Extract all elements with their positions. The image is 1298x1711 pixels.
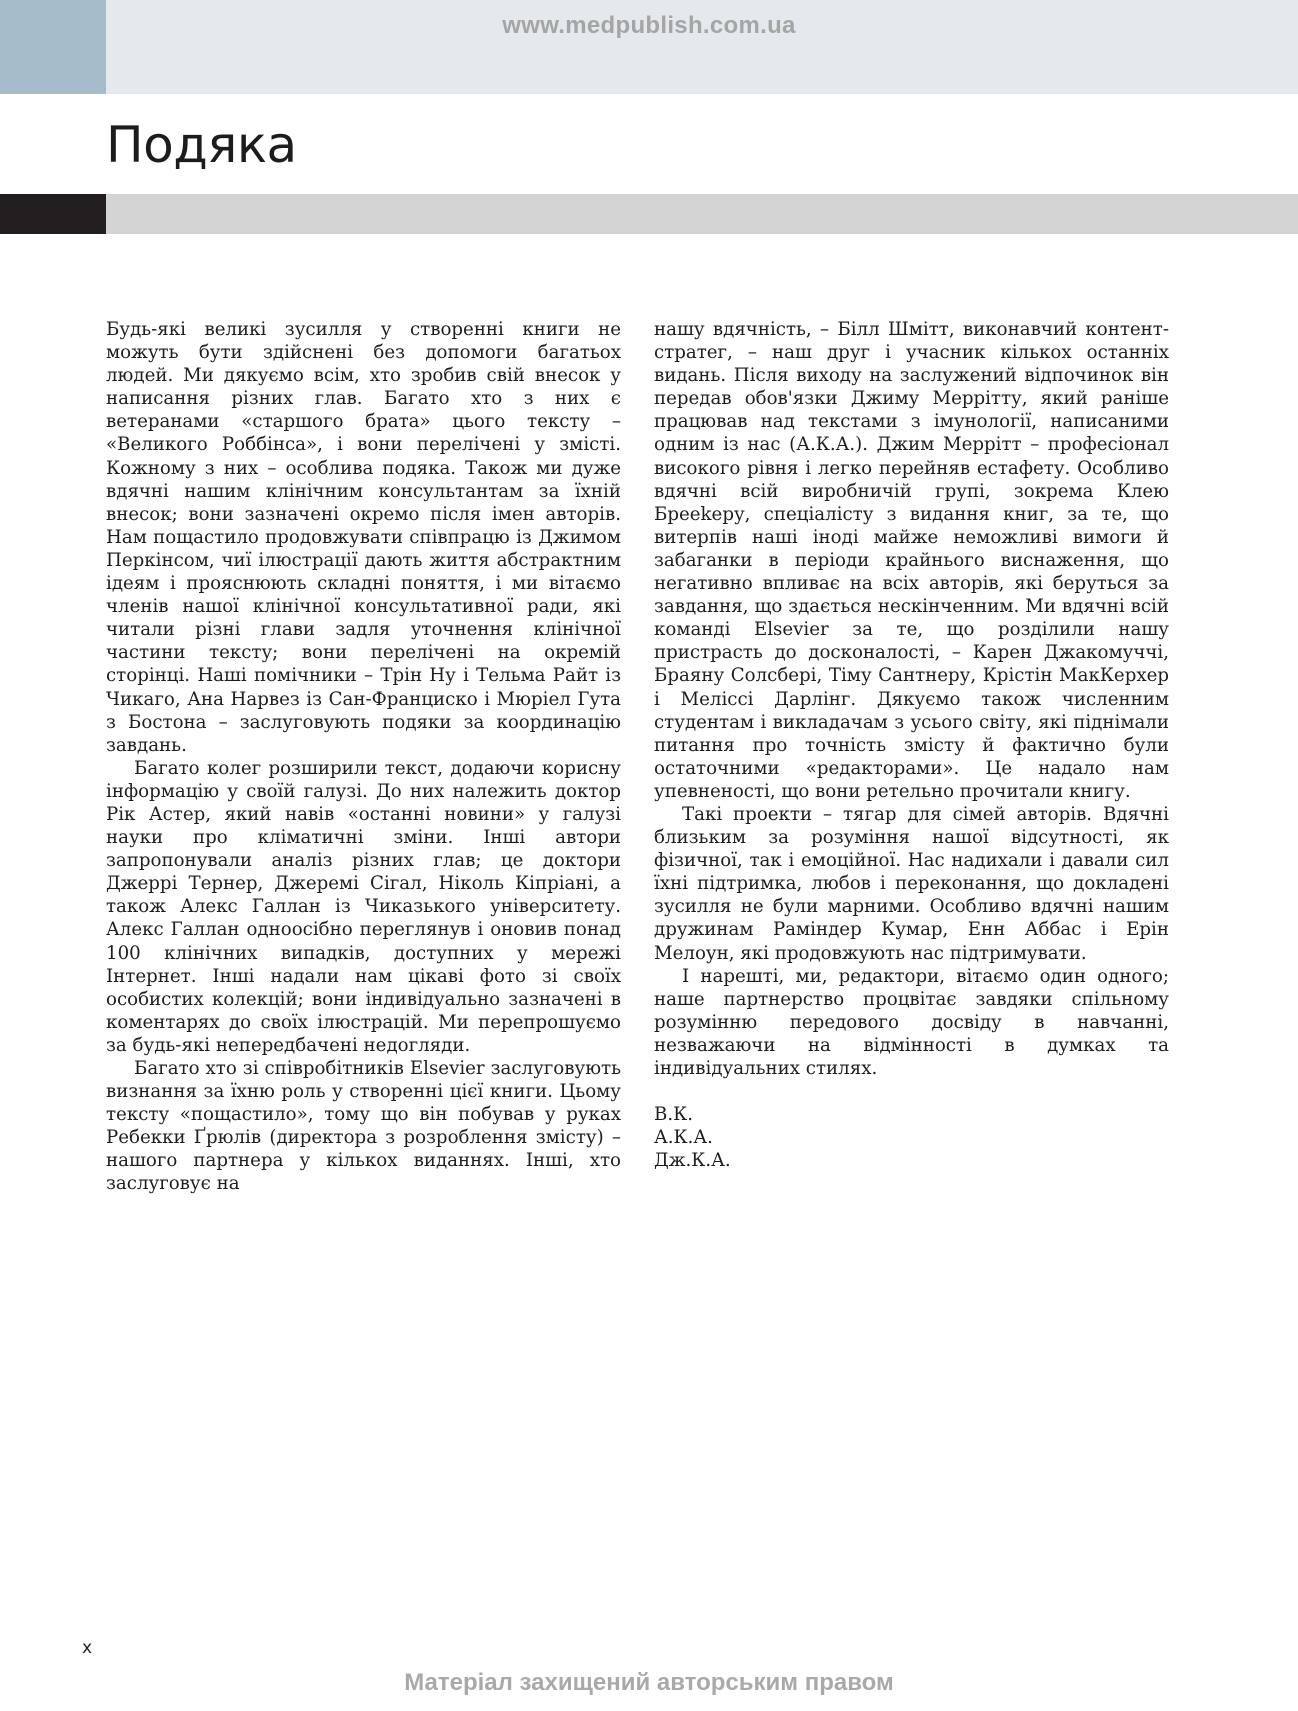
title-bar-light bbox=[106, 194, 1298, 234]
right-column bbox=[654, 318, 1169, 1172]
paragraph: Будь-які великі зусилля у створенні книги не можуть бути здійснені без допомоги багатьох людей. Ми дякуємо всім, хто зробив свій внесок у написання різних глав. Багато хто з них є ветеранами «старшого брата» цього тексту – «Великого Роббінса», і вони перелічені у змісті. Кожному з них – особлива подяка. Також ми дуже вдячні нашим клінічним консультантам за їхній внесок; вони зазначені окремо після імен авторів. Нам пощастило продовжувати співпрацю із Джимом Перкінсом, чиї ілюстрації дають життя абстрактним ідеям і прояснюють складні поняття, і ми вітаємо членів нашої клінічної консультативної ради, які читали різні глави задля уточнення клінічної частини тексту; вони перелічені на окремій сторінці. Наші помічники – Трін Ну і Тельма Райт із Чикаго, Ана Нарвез із Сан-Франциско і Мюріел Гута з Бостона – заслуговують подяки за координацію завдань. bbox=[106, 319, 621, 756]
copyright-notice: Матеріал захищений авторським правом bbox=[404, 1669, 894, 1696]
signatures bbox=[654, 1103, 1169, 1172]
paragraph: нашу вдячність, – Білл Шмітт, виконавчий контент-стратег, – наш друг і учасник кількох останніх видань. Після виходу на заслужений відпочинок він передав обов'язки Джиму Меррітту, який раніше працював над текстами з імунології, написаними одним із нас (А.К.А.). Джим Меррітт – професіонал високого рівня і легко перейняв естафету. Особливо вдячні всій виробничій групі, зокрема Клею Брееkеру, спеціалісту з видання книг, за те, що витерпів наші іноді майже неможливі вимоги й забаганки в періоди крайнього виснаження, що негативно впливає на всіх авторів, які беруться за завдання, що здається нескінченним. Ми вдячні всій команді Elsevier за те, що розділили нашу пристрасть до досконалості, – Карен Джакомуччі, Браяну Солсбері, Тіму Сантнеру, Крістін МакКерхер і Мелісcі Дарлінг. Дякуємо також численним студентам і викладачам з усього світу, які піднімали питання про точність змісту й фактично були остаточними «редакторами». Це надало нам упевненості, що вони ретельно прочитали книгу. bbox=[654, 319, 1169, 802]
signature-initials: Дж.К.А. bbox=[654, 1150, 731, 1172]
paragraph: І нарешті, ми, редактори, вітаємо один одного; наше партнерство процвітає завдяки спільному розумінню передового досвіду в навчанні, незважаючи на відмінності в думках та індивідуальних стилях. bbox=[654, 965, 1169, 1079]
signature-initials: В.К. bbox=[654, 1104, 694, 1126]
paragraph: Такі проекти – тягар для сімей авторів. Вдячні близьким за розуміння нашої відсутності, як фізичної, так і емоційної. Нас надихали і давали сил їхні підтримка, любов і переконання, що докладені зусилля не були марними. Особливо вдячні нашим дружинам Раміндер Кумар, Енн Аббас і Ерін Мелоун, які продовжують нас підтримувати. bbox=[654, 803, 1169, 964]
site-url: www.medpublish.com.ua bbox=[502, 12, 796, 39]
signature-initials: А.К.А. bbox=[654, 1127, 713, 1149]
paragraph: Багато колег розширили текст, додаючи корисну інформацію у своїй галузі. До них належить доктор Рік Астер, який навів «останні новини» у галузі науки про кліматичні зміни. Інші автори запропонували аналіз різних глав; це доктори Джеррі Тернер, Джеремі Сігал, Ніколь Кіпріані, а також Алекс Галлан із Чиказького університету. Алекс Галлан одноосібно переглянув і оновив понад 100 клінічних випадків, доступних у мережі Інтернет. Інші надали нам цікаві фото зі своїх особистих колекцій; вони індивідуально зазначені в коментарях до своїх ілюстрацій. Ми перепрошуємо за будь-які непередбачені недогляди. bbox=[106, 757, 621, 1056]
paragraph: Багато хто зі співробітників Elsevier заслуговують визнання за їхню роль у створенні цієї книги. Цьому тексту «пощастило», тому що він побував у руках Ребекки Ґрюлів (директора з розроблення змісту) – нашого партнера у кількох виданнях. Інші, хто заслуговує на bbox=[106, 1058, 621, 1195]
page-number: x bbox=[82, 1638, 93, 1658]
title-bar-dark bbox=[0, 194, 106, 234]
page-title: Подяка bbox=[106, 116, 297, 174]
left-column bbox=[106, 318, 621, 1196]
